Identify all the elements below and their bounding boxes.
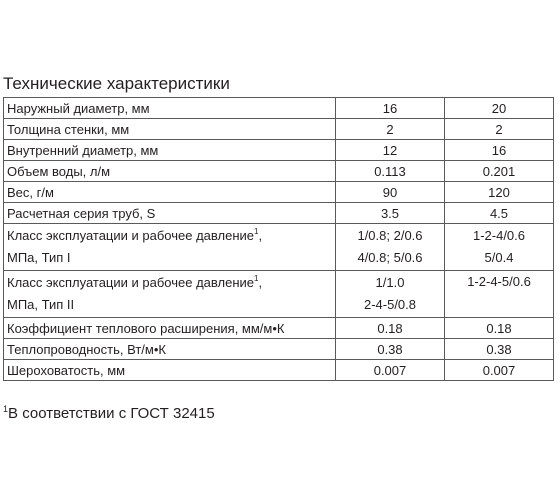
value-16: 2 — [336, 119, 445, 140]
row-label: Коэффициент теплового расширения, мм/м•К — [4, 318, 336, 339]
row-label: Расчетная серия труб, S — [4, 203, 336, 224]
value-20-line-2: 5/0.4 — [484, 250, 514, 265]
footnote-marker: 1 — [254, 227, 259, 236]
value-16 — [336, 224, 445, 271]
value-16: 90 — [336, 182, 445, 203]
table-row — [4, 119, 554, 140]
value-16 — [336, 271, 445, 318]
row-label: Шероховатость, мм — [4, 360, 336, 381]
row-label — [4, 224, 336, 271]
value-16-line-1: 1/1.0 — [375, 275, 405, 290]
table-row — [4, 318, 554, 339]
value-20: 2 — [445, 119, 554, 140]
specs-table — [3, 97, 554, 381]
table-row — [4, 182, 554, 203]
row-label-tail: , — [258, 275, 263, 290]
value-20: 20 — [445, 98, 554, 119]
table-row — [4, 360, 554, 381]
value-20-line-1: 1-2-4-5/0.6 — [467, 274, 531, 289]
footnote-marker: 1 — [254, 274, 259, 283]
row-label-tail: , — [258, 228, 263, 243]
row-label: Объем воды, л/м — [4, 161, 336, 182]
footnote-marker: 1 — [3, 404, 9, 414]
value-20: 16 — [445, 140, 554, 161]
value-16: 12 — [336, 140, 445, 161]
table-row — [4, 161, 554, 182]
row-label: Теплопроводность, Вт/м•К — [4, 339, 336, 360]
value-16: 0.113 — [336, 161, 445, 182]
table-row — [4, 98, 554, 119]
table-row — [4, 140, 554, 161]
value-16-line-2: 4/0.8; 5/0.6 — [357, 250, 423, 265]
value-20 — [445, 271, 554, 318]
value-20: 4.5 — [445, 203, 554, 224]
row-label: Толщина стенки, мм — [4, 119, 336, 140]
row-label: Вес, г/м — [4, 182, 336, 203]
row-label-line-2: МПа, Тип II — [7, 297, 75, 312]
row-label-line-2: МПа, Тип I — [7, 250, 71, 265]
table-row — [4, 271, 554, 318]
value-20-line-1: 1-2-4/0.6 — [472, 228, 526, 243]
value-16-line-1: 1/0.8; 2/0.6 — [357, 228, 423, 243]
row-label-line-1 — [7, 272, 332, 294]
value-20: 120 — [445, 182, 554, 203]
value-20 — [445, 224, 554, 271]
value-20: 0.18 — [445, 318, 554, 339]
footnote-text: В соответствии с ГОСТ 32415 — [8, 405, 215, 422]
value-16: 3.5 — [336, 203, 445, 224]
value-20: 0.201 — [445, 161, 554, 182]
row-label-line-1 — [7, 225, 332, 247]
table-row — [4, 224, 554, 271]
row-label: Внутренний диаметр, мм — [4, 140, 336, 161]
row-label-text: Класс эксплуатации и рабочее давление — [7, 275, 254, 290]
value-16: 0.007 — [336, 360, 445, 381]
page-title: Технические характеристики — [3, 74, 230, 93]
value-16: 16 — [336, 98, 445, 119]
value-16: 0.38 — [336, 339, 445, 360]
value-16-line-2: 2-4-5/0.8 — [363, 297, 417, 312]
table-row — [4, 339, 554, 360]
value-16: 0.18 — [336, 318, 445, 339]
footnote — [3, 404, 215, 424]
table-row — [4, 203, 554, 224]
value-20: 0.007 — [445, 360, 554, 381]
row-label-text: Класс эксплуатации и рабочее давление — [7, 228, 254, 243]
value-20: 0.38 — [445, 339, 554, 360]
row-label — [4, 271, 336, 318]
row-label: Наружный диаметр, мм — [4, 98, 336, 119]
